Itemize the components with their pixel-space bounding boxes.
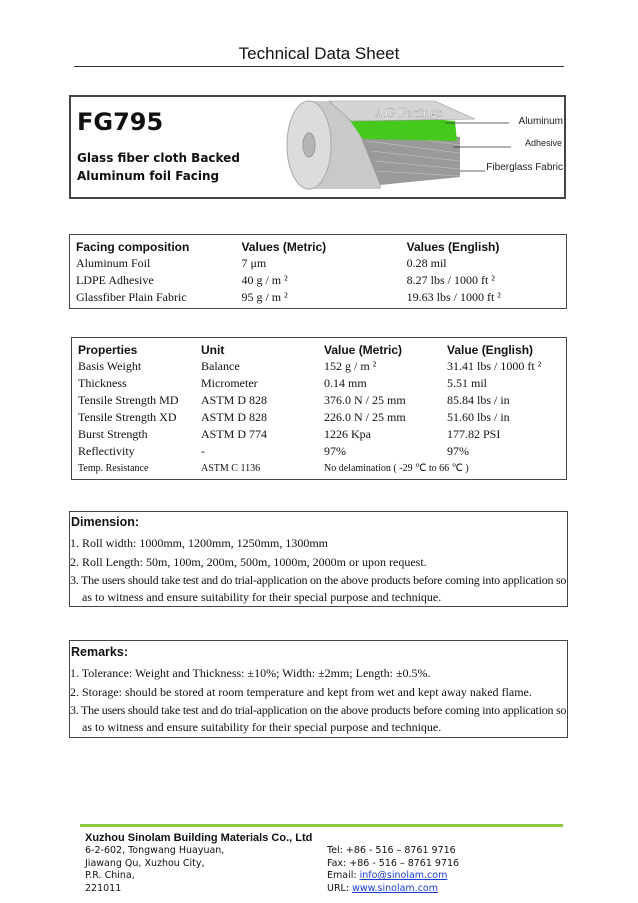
page-title: Technical Data Sheet (238, 44, 400, 63)
layer-label-adhesive: Adhesive (524, 138, 562, 148)
brand-label: AG Facings (375, 106, 443, 121)
table-cell: Basis Weight (78, 359, 142, 373)
table-cell: 0.28 mil (406, 256, 447, 270)
column-header: Unit (201, 342, 225, 357)
dimension-line: as to witness and ensure suitability for their special purpose and technique. (82, 590, 442, 604)
table-cell: 85.84 lbs / in (447, 393, 510, 407)
email-label: Email: (327, 870, 360, 882)
table-cell: ASTM D 828 (201, 393, 268, 407)
column-header: Value (English) (447, 342, 534, 357)
dimension-line: 2. Roll Length: 50m, 100m, 200m, 500m, 1000m, 2000m or upon request. (70, 555, 427, 569)
table-cell: 376.0 N / 25 mm (324, 393, 406, 407)
table-row (76, 255, 566, 272)
table-cell: 97% (447, 444, 469, 458)
table-cell: 226.0 N / 25 mm (324, 410, 406, 424)
table-cell: 31.41 lbs / 1000 ft ² (447, 359, 542, 373)
dimension-heading: Dimension: (71, 515, 140, 529)
table-cell: - (201, 444, 205, 458)
table-row (76, 289, 566, 306)
address-line: 6-2-602, Tongwang Huayuan, (85, 845, 225, 856)
table-cell: 5.51 mil (447, 376, 488, 390)
table-cell: Burst Strength (78, 427, 148, 441)
table-cell: 97% (324, 444, 346, 458)
table-cell: 8.27 lbs / 1000 ft ² (406, 273, 495, 287)
table-cell: 95 g / m ² (241, 290, 288, 304)
tel-line: Tel: +86 - 516 – 8761 9716 (327, 845, 456, 856)
table-cell: Glassfiber Plain Fabric (76, 290, 187, 304)
company-contact (327, 845, 459, 896)
url-label: URL: (327, 883, 353, 895)
table-cell: 0.14 mm (324, 376, 367, 390)
email-line (327, 870, 459, 883)
table-cell: Reflectivity (78, 444, 135, 458)
table-cell: 152 g / m ² (324, 359, 377, 373)
layer-label-aluminum: Aluminum (518, 116, 563, 127)
table-cell: 1226 Kpa (324, 427, 371, 441)
address-line: Jiawang Qu, Xuzhou City, (85, 857, 205, 869)
table-cell: Tensile Strength MD (78, 393, 179, 407)
table-cell: Aluminum Foil (76, 256, 151, 270)
table-cell: ASTM D 774 (201, 427, 268, 441)
properties-table (71, 337, 567, 480)
company-address (85, 845, 224, 896)
table-row (78, 460, 566, 477)
product-description: Glass fiber cloth Backed Aluminum foil Facing (77, 151, 240, 183)
footer-divider (80, 824, 563, 827)
table-cell: 7 μm (241, 256, 267, 270)
table-cell: 177.82 PSI (447, 427, 501, 441)
address-line: P.R. China, (85, 870, 135, 882)
remarks-box (69, 640, 568, 738)
table-row (78, 358, 566, 375)
company-name: Xuzhou Sinolam Building Materials Co., Ltd (85, 832, 313, 844)
title-divider (74, 66, 564, 67)
product-roll-illustration (285, 97, 564, 197)
remarks-line: 1. Tolerance: Weight and Thickness: ±10%; Width: ±2mm; Length: ±0.5%. (70, 666, 431, 680)
table-cell: Micrometer (201, 376, 258, 390)
dimension-box (69, 511, 568, 607)
remarks-line: 3. The users should take test and do trial-application on the above products before coming into application so (70, 703, 567, 717)
table-row (78, 409, 566, 426)
email-link[interactable]: info@sinolam.com (359, 870, 448, 882)
table-cell: ASTM C 1136 (201, 463, 261, 474)
table-cell: LDPE Adhesive (76, 273, 154, 287)
table-cell: 19.63 lbs / 1000 ft ² (406, 290, 501, 304)
table-row (76, 272, 566, 289)
product-code: FG795 (77, 108, 164, 136)
table-cell: ASTM D 828 (201, 410, 268, 424)
fax-line: Fax: +86 - 516 – 8761 9716 (327, 857, 460, 869)
table-row (78, 392, 566, 409)
table-cell: 51.60 lbs / in (447, 410, 510, 424)
table-row (78, 375, 566, 392)
website-link[interactable]: www.sinolam.com (352, 883, 438, 895)
dimension-line: 3. The users should take test and do trial-application on the above products before coming into application so (70, 573, 567, 587)
table-cell: 40 g / m ² (241, 273, 288, 287)
address-line: 221011 (85, 883, 122, 895)
table-header-row (76, 238, 566, 255)
url-line (327, 883, 459, 896)
table-header-row (78, 341, 566, 358)
remarks-line: as to witness and ensure suitability for their special purpose and technique. (82, 720, 442, 734)
remarks-line: 2. Storage: should be stored at room temperature and kept from wet and kept away naked flame. (70, 685, 532, 699)
column-header: Facing composition (76, 239, 190, 254)
table-cell: No delamination ( -29 ℃ to 66 ℃ ) (324, 463, 469, 474)
roll-core (303, 133, 315, 157)
table-cell: Thickness (78, 376, 127, 390)
dimension-line: 1. Roll width: 1000mm, 1200mm, 1250mm, 1300mm (70, 536, 329, 550)
table-row (78, 426, 566, 443)
table-cell: Tensile Strength XD (78, 410, 177, 424)
table-cell: Balance (201, 359, 240, 373)
remarks-heading: Remarks: (71, 645, 128, 659)
column-header: Value (Metric) (324, 342, 403, 357)
layer-label-fiberglass: Fiberglass Fabric (486, 162, 563, 173)
table-cell: Temp. Resistance (78, 463, 149, 474)
column-header: Properties (78, 342, 138, 357)
column-header: Values (English) (406, 239, 500, 254)
column-header: Values (Metric) (241, 239, 327, 254)
composition-table (69, 234, 567, 309)
table-row (78, 443, 566, 460)
